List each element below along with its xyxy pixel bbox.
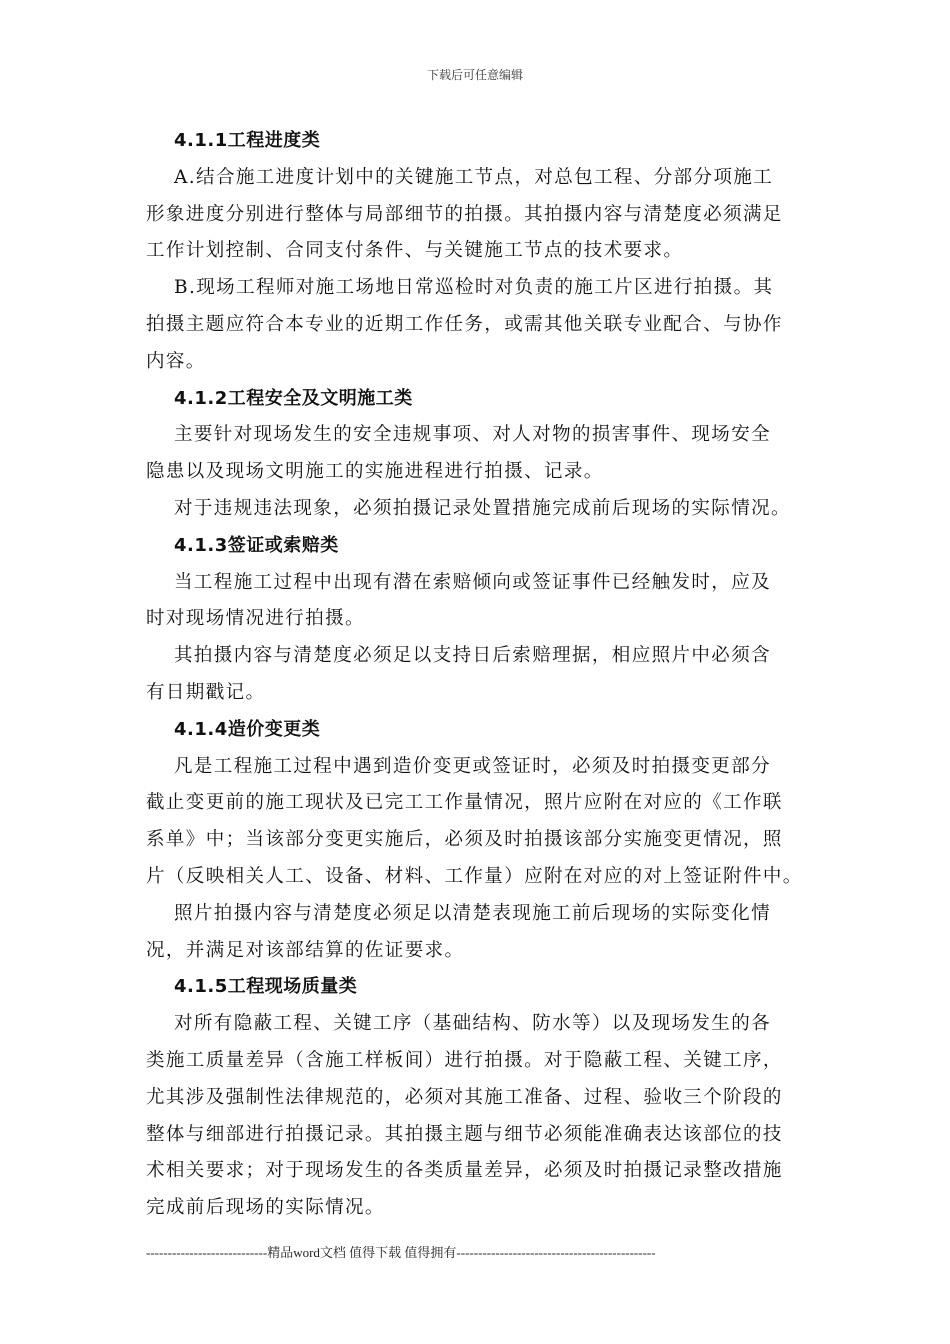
paragraph-line: 形象进度分别进行整体与局部细节的拍摄。其拍摄内容与清楚度必须满足 bbox=[146, 203, 783, 225]
paragraph-line: 当工程施工过程中出现有潜在索赔倾向或签证事件已经触发时，应及 bbox=[174, 571, 772, 593]
paragraph-line: 类施工质量差异（含施工样板间）进行拍摄。对于隐蔽工程、关键工序， bbox=[146, 1049, 783, 1071]
paragraph-line: 拍摄主题应符合本专业的近期工作任务，或需其他关联专业配合、与协作 bbox=[146, 313, 783, 335]
paragraph-line: 内容。 bbox=[146, 350, 206, 372]
section bbox=[146, 969, 810, 1227]
paragraph-line: 其拍摄内容与清楚度必须足以支持日后索赔理据，相应照片中必须含 bbox=[174, 645, 772, 667]
section bbox=[146, 381, 810, 528]
section-heading: 4.1.4造价变更类 bbox=[174, 718, 321, 740]
paragraph-line: 工作计划控制、合同支付条件、与关键施工节点的技术要求。 bbox=[146, 240, 684, 262]
section bbox=[146, 712, 810, 970]
document-body bbox=[146, 123, 810, 1227]
section bbox=[146, 123, 810, 381]
paragraph-line: A.结合施工进度计划中的关键施工节点，对总包工程、分部分项施工 bbox=[174, 166, 774, 188]
section-heading: 4.1.2工程安全及文明施工类 bbox=[174, 387, 413, 409]
paragraph-line: 主要针对现场发生的安全违规事项、对人对物的损害事件、现场安全 bbox=[174, 424, 772, 446]
paragraph-line: 尤其涉及强制性法律规范的，必须对其施工准备、过程、验收三个阶段的 bbox=[146, 1086, 783, 1108]
paragraph-line: 隐患以及现场文明施工的实施进程进行拍摄、记录。 bbox=[146, 461, 604, 483]
paragraph-line: 完成前后现场的实际情况。 bbox=[146, 1197, 385, 1219]
paragraph-line: 时对现场情况进行拍摄。 bbox=[146, 608, 365, 630]
section-heading: 4.1.5工程现场质量类 bbox=[174, 976, 358, 998]
paragraph-line: 片（反映相关人工、设备、材料、工作量）应附在对应的对上签证附件中。 bbox=[146, 865, 803, 887]
paragraph-line: 照片拍摄内容与清楚度必须足以清楚表现施工前后现场的实际变化情 bbox=[174, 902, 772, 924]
paragraph-line: 况，并满足对该部结算的佐证要求。 bbox=[146, 939, 465, 961]
paragraph-line: 凡是工程施工过程中遇到造价变更或签证时，必须及时拍摄变更部分 bbox=[174, 755, 772, 777]
paragraph-line: 对于违规违法现象，必须拍摄记录处置措施完成前后现场的实际情况。 bbox=[174, 497, 791, 519]
paragraph-line: 有日期戳记。 bbox=[146, 681, 266, 703]
page-header-note: 下载后可任意编辑 bbox=[426, 68, 523, 82]
paragraph-line: 截止变更前的施工现状及已完工工作量情况，照片应附在对应的《工作联 bbox=[146, 792, 783, 814]
section bbox=[146, 528, 810, 712]
paragraph-line: 整体与细部进行拍摄记录。其拍摄主题与细节必须能准确表达该部位的技 bbox=[146, 1123, 783, 1145]
page-footer: ----------------------------精品word文档 值得下载 值得拥有---------------------------------------------- bbox=[146, 1245, 656, 1260]
section-heading: 4.1.3签证或索赔类 bbox=[174, 534, 339, 556]
paragraph-line: 术相关要求；对于现场发生的各类质量差异，必须及时拍摄记录整改措施 bbox=[146, 1160, 783, 1182]
section-heading: 4.1.1工程进度类 bbox=[174, 130, 321, 151]
paragraph-line: 对所有隐蔽工程、关键工序（基础结构、防水等）以及现场发生的各 bbox=[174, 1013, 772, 1035]
paragraph-line: 系单》中；当该部分变更实施后，必须及时拍摄该部分实施变更情况，照 bbox=[146, 829, 783, 851]
paragraph-line: B.现场工程师对施工场地日常巡检时对负责的施工片区进行拍摄。其 bbox=[174, 277, 774, 299]
